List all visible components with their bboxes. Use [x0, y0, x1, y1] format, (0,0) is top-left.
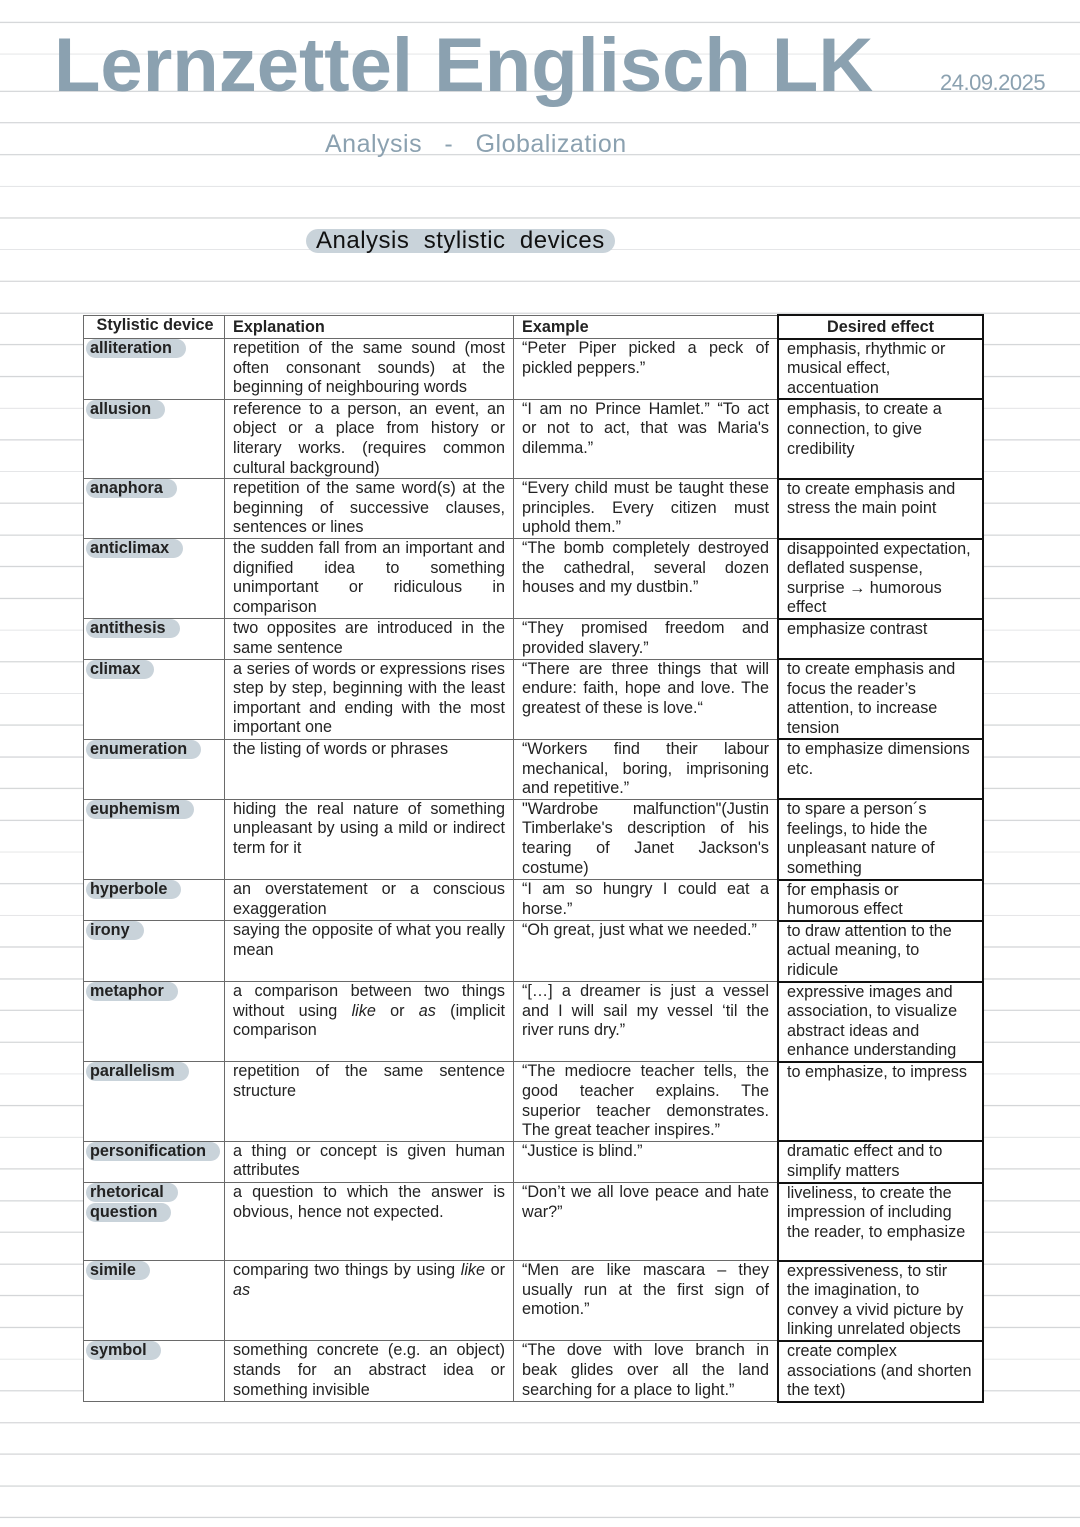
desired-effect-cell: to create emphasis and stress the main point — [778, 479, 983, 539]
device-cell — [84, 1062, 225, 1141]
table-row — [84, 739, 984, 799]
explanation-cell: a series of words or expressions rises step by step, beginning with the least important and ending with the most important one — [225, 659, 514, 739]
explanation-text: like — [460, 1261, 486, 1280]
explanation-cell: saying the opposite of what you really mean — [225, 921, 514, 982]
device-name: hyperbole — [86, 880, 181, 899]
table-row — [84, 1062, 984, 1141]
explanation-cell: the sudden fall from an important and dignified idea to something unimportant or ridiculous in comparison — [225, 539, 514, 619]
device-cell — [84, 1261, 225, 1341]
device-name: euphemism — [86, 800, 194, 819]
explanation-text: as — [233, 1280, 251, 1299]
device-cell — [84, 1141, 225, 1182]
explanation-cell: reference to a person, an event, an object or a place from history or literary works. (requires common cultural background) — [225, 399, 514, 478]
example-cell: “There are three things that will endure: faith, hope and love. The greatest of these is love.“ — [514, 659, 779, 739]
device-name: irony — [86, 921, 144, 940]
explanation-cell — [225, 982, 514, 1062]
explanation-cell: a thing or concept is given human attributes — [225, 1141, 514, 1182]
device-cell — [84, 799, 225, 879]
desired-effect-cell: to emphasize, to impress — [778, 1062, 983, 1141]
device-cell — [84, 399, 225, 478]
device-cell — [84, 659, 225, 739]
desired-effect-cell: create complex associations (and shorten the text) — [778, 1341, 983, 1402]
table-row — [84, 921, 984, 982]
explanation-text: or — [375, 1001, 419, 1020]
header-example: Example — [514, 315, 779, 339]
table-row — [84, 659, 984, 739]
explanation-text: like — [351, 1001, 376, 1020]
table-row — [84, 1183, 984, 1261]
explanation-text: a comparison between two things without using — [233, 982, 506, 1020]
desired-effect-cell: expressive images and association, to visualize abstract ideas and enhance understanding — [778, 982, 983, 1062]
explanation-cell: something concrete (e.g. an object) stands for an abstract idea or something invisible — [225, 1341, 514, 1402]
header-explanation: Explanation — [225, 315, 514, 339]
device-name: enumeration — [86, 740, 201, 759]
desired-effect-cell: emphasis, rhythmic or musical effect, accentuation — [778, 339, 983, 400]
explanation-text: as — [418, 1001, 436, 1020]
device-cell — [84, 1183, 225, 1261]
desired-effect-cell: to create emphasis and focus the reader’s attention, to increase tension — [778, 659, 983, 739]
example-cell: “Don’t we all love peace and hate war?” — [514, 1183, 779, 1261]
device-name: personification — [86, 1142, 220, 1161]
example-cell: “I am no Prince Hamlet.” “To act or not to act, that was Maria's dilemma.” — [514, 399, 779, 478]
explanation-cell: repetition of the same sound (most often consonant sounds) at the beginning of neighbouring words — [225, 339, 514, 400]
example-cell: “The mediocre teacher tells, the good teacher explains. The superior teacher demonstrates. The great teacher inspires.” — [514, 1062, 779, 1141]
explanation-cell: hiding the real nature of something unpleasant by using a mild or indirect term for it — [225, 799, 514, 879]
example-cell: “The bomb completely destroyed the cathedral, several dozen houses and my dustbin.” — [514, 539, 779, 619]
table-header-row — [84, 315, 984, 339]
device-name: anticlimax — [86, 539, 183, 558]
device-name: rhetorical — [86, 1183, 178, 1202]
explanation-cell: the listing of words or phrases — [225, 739, 514, 799]
example-cell: “[…] a dreamer is just a vessel and I will sail my vessel ‘til the river runs dry.” — [514, 982, 779, 1062]
device-name: antithesis — [86, 619, 180, 638]
example-cell: “The dove with love branch in beak glides over all the land searching for a place to light.” — [514, 1341, 779, 1402]
desired-effect-cell: disappointed expectation, deflated suspense, surprise → humorous effect — [778, 539, 983, 619]
desired-effect-cell: liveliness, to create the impression of including the reader, to emphasize — [778, 1183, 983, 1261]
header-stylistic-device: Stylistic device — [84, 315, 225, 339]
example-cell: “They promised freedom and provided slavery.” — [514, 619, 779, 659]
device-cell — [84, 1341, 225, 1402]
desired-effect-cell: emphasize contrast — [778, 619, 983, 659]
table-row — [84, 1141, 984, 1182]
example-cell: “I am so hungry I could eat a horse.” — [514, 880, 779, 921]
device-cell — [84, 739, 225, 799]
table-row — [84, 1261, 984, 1341]
table-row — [84, 399, 984, 478]
table-row — [84, 619, 984, 659]
explanation-cell: a question to which the answer is obvious, hence not expected. — [225, 1183, 514, 1261]
desired-effect-cell: emphasis, to create a connection, to give credibility — [778, 399, 983, 478]
date: 24.09.2025 — [940, 70, 1046, 95]
table-row — [84, 799, 984, 879]
table-row — [84, 539, 984, 619]
example-cell: “Men are like mascara – they usually run at the first sign of emotion.” — [514, 1261, 779, 1341]
device-cell — [84, 479, 225, 539]
explanation-text: comparing two things by using — [233, 1261, 461, 1280]
device-name: symbol — [86, 1341, 161, 1360]
explanation-cell — [225, 1261, 514, 1341]
desired-effect-cell: to spare a person´s feelings, to hide the unpleasant nature of something — [778, 799, 983, 879]
explanation-cell: an overstatement or a conscious exaggeration — [225, 880, 514, 921]
table-row — [84, 339, 984, 400]
subtitle: Analysis - Globalization — [325, 130, 627, 158]
device-name: metaphor — [86, 982, 178, 1001]
device-cell — [84, 539, 225, 619]
explanation-text: or — [485, 1261, 506, 1280]
example-cell: “Workers find their labour mechanical, boring, imprisoning and repetitive.” — [514, 739, 779, 799]
explanation-cell: repetition of the same word(s) at the beginning of successive clauses, sentences or lines — [225, 479, 514, 539]
device-name: simile — [86, 1261, 150, 1280]
table-row — [84, 1341, 984, 1402]
explanation-cell: repetition of the same sentence structure — [225, 1062, 514, 1141]
table-row — [84, 982, 984, 1062]
device-cell — [84, 880, 225, 921]
device-name: parallelism — [86, 1062, 189, 1081]
explanation-text: (implicit comparison — [233, 1001, 506, 1040]
section-heading: Analysis stylistic devices — [306, 229, 615, 253]
table-row — [84, 479, 984, 539]
device-cell — [84, 619, 225, 659]
desired-effect-cell: dramatic effect and to simplify matters — [778, 1141, 983, 1182]
desired-effect-cell: expressiveness, to stir the imagination, to convey a vivid picture by linking unrelated objects — [778, 1261, 983, 1341]
device-name: question — [86, 1203, 171, 1222]
example-cell: “Peter Piper picked a peck of pickled peppers.” — [514, 339, 779, 400]
example-cell: “Every child must be taught these principles. Every citizen must uphold them.” — [514, 479, 779, 539]
stylistic-devices-table — [83, 314, 984, 1403]
device-name: alliteration — [86, 339, 186, 358]
device-cell — [84, 921, 225, 982]
example-cell: “Oh great, just what we needed.” — [514, 921, 779, 982]
desired-effect-cell: to emphasize dimensions etc. — [778, 739, 983, 799]
device-name: allusion — [86, 400, 165, 419]
example-cell: "Wardrobe malfunction"(Justin Timberlake's description of his tearing of Janet Jackson's costume) — [514, 799, 779, 879]
device-cell — [84, 982, 225, 1062]
page-title: Lernzettel Englisch LK — [54, 23, 874, 108]
header-desired-effect: Desired effect — [778, 315, 983, 339]
example-cell: “Justice is blind.” — [514, 1141, 779, 1182]
explanation-cell: two opposites are introduced in the same sentence — [225, 619, 514, 659]
table-row — [84, 880, 984, 921]
desired-effect-cell: to draw attention to the actual meaning, to ridicule — [778, 921, 983, 982]
device-name: anaphora — [86, 479, 177, 498]
device-cell — [84, 339, 225, 400]
desired-effect-cell: for emphasis or humorous effect — [778, 880, 983, 921]
device-name: climax — [86, 660, 154, 679]
